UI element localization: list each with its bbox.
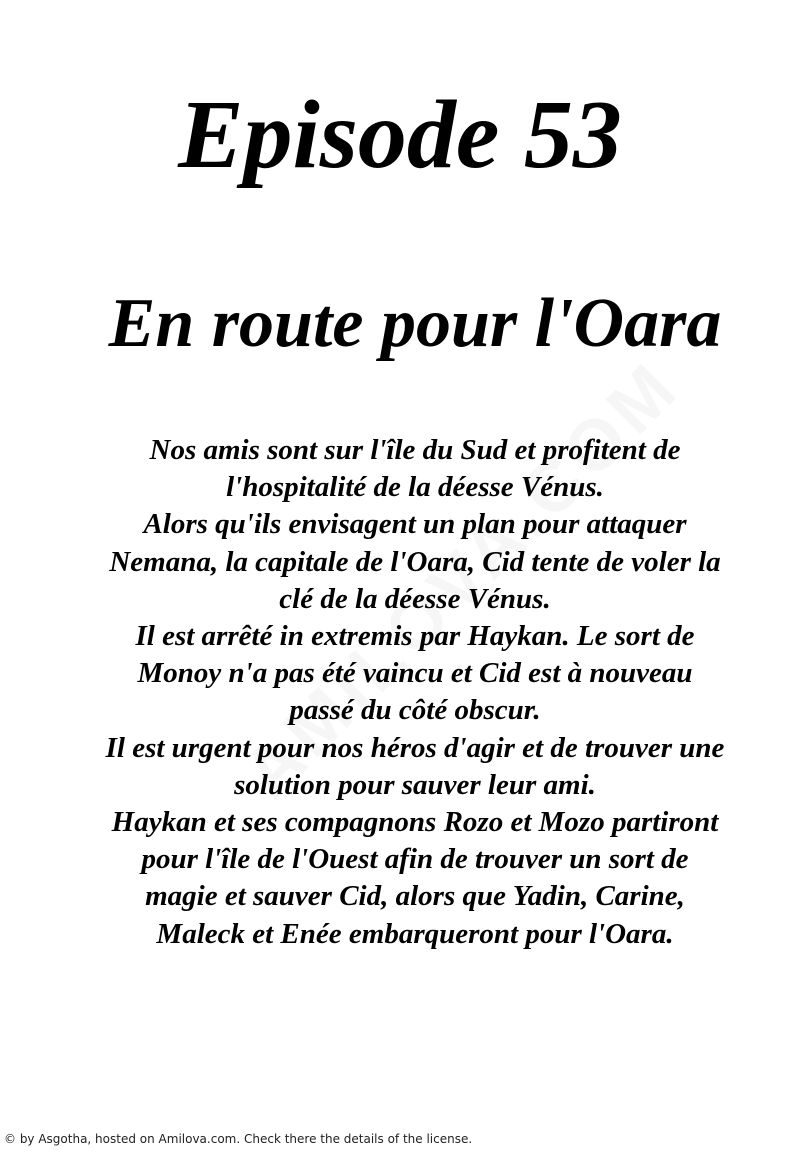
synopsis-line: Il est urgent pour nos héros d'agir et de trouver une: [105, 731, 725, 764]
synopsis-text: [40, 432, 790, 953]
synopsis-line: Monoy n'a pas été vaincu et Cid est à nouveau: [137, 657, 693, 690]
synopsis-line: Haykan et ses compagnons Rozo et Mozo partiront: [111, 806, 719, 839]
synopsis-line: magie et sauver Cid, alors que Yadin, Carine,: [145, 880, 685, 913]
synopsis-line: Il est arrêté in extremis par Haykan. Le sort de: [135, 620, 695, 653]
episode-subtitle: En route pour l'Oara: [108, 285, 722, 362]
episode-title: Episode 53: [178, 81, 622, 189]
synopsis-line: pour l'île de l'Ouest afin de trouver un sort de: [141, 843, 689, 876]
synopsis-line: passé du côté obscur.: [289, 694, 541, 727]
synopsis-line: l'hospitalité de la déesse Vénus.: [226, 471, 604, 504]
license-footer: © by Asgotha, hosted on Amilova.com. Check there the details of the license.: [4, 1132, 473, 1146]
synopsis-line: Alors qu'ils envisagent un plan pour attaquer: [143, 508, 687, 541]
synopsis-line: solution pour sauver leur ami.: [234, 768, 596, 801]
synopsis-line: clé de la déesse Vénus.: [279, 582, 551, 615]
synopsis-line: Maleck et Enée embarqueront pour l'Oara.: [156, 917, 674, 950]
synopsis-line: Nemana, la capitale de l'Oara, Cid tente de voler la: [109, 545, 721, 578]
synopsis-line: Nos amis sont sur l'île du Sud et profitent de: [149, 434, 681, 466]
